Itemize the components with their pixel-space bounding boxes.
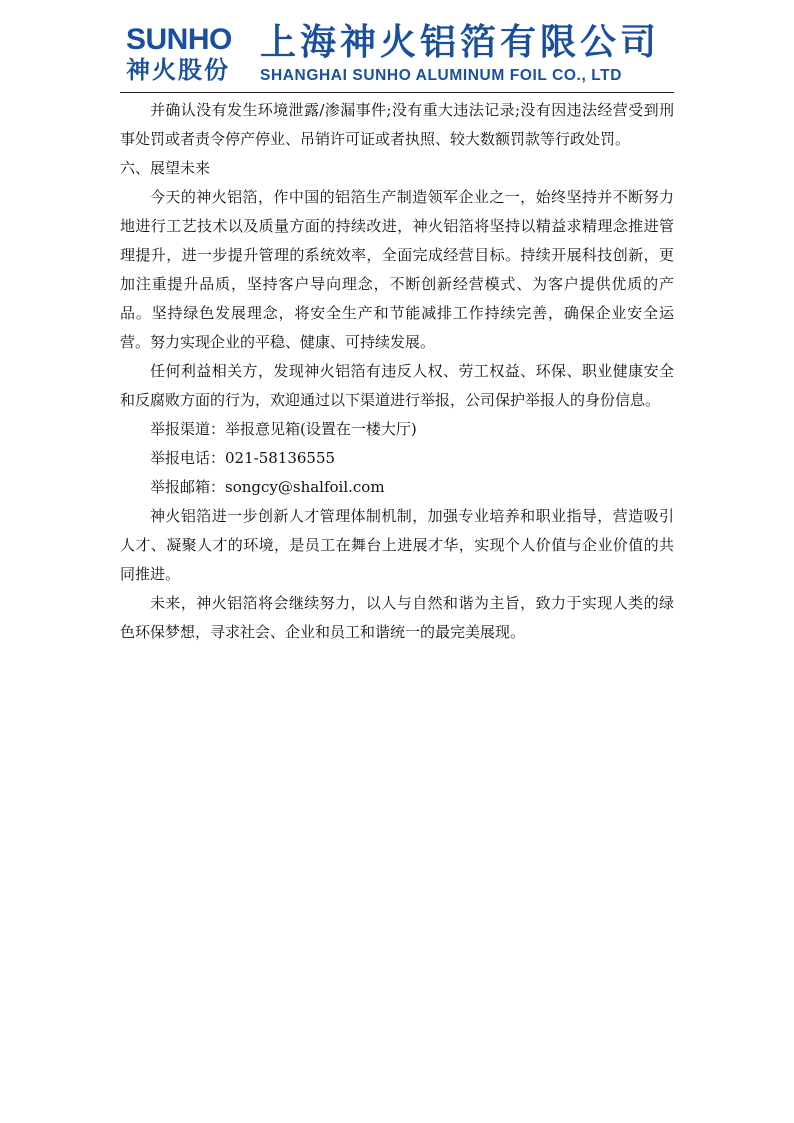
- logo-english: SUNHO: [126, 23, 232, 56]
- paragraph-compliance: 并确认没有发生环境泄露/渗漏事件;没有重大违法记录;没有因违法经营受到刑事处罚或者责令停产停业、吊销许可证或者执照、较大数额罚款等行政处罚。: [120, 101, 674, 148]
- logo-chinese: 神火股份: [126, 56, 230, 84]
- page-header: [120, 22, 674, 92]
- paragraph-talent: 神火铝箔进一步创新人才管理体制机制，加强专业培养和职业指导，营造吸引人才、凝聚人才的环境，是员工在舞台上进展才华，实现个人价值与企业价值的共同推进。: [120, 507, 674, 583]
- paragraph-future: 未来，神火铝箔将会继续努力，以人与自然和谐为主旨，致力于实现人类的绿色环保梦想，寻求社会、企业和员工和谐统一的最完美展现。: [120, 594, 674, 641]
- company-name-english: SHANGHAI SUNHO ALUMINUM FOIL CO., LTD: [260, 67, 623, 84]
- company-name-chinese: 上海神火铝箔有限公司: [260, 22, 661, 63]
- report-channel: 举报渠道：举报意见箱(设置在一楼大厅): [150, 420, 417, 438]
- section-heading: 六、展望未来: [120, 159, 211, 177]
- paragraph-outlook: 今天的神火铝箔，作中国的铝箔生产制造领军企业之一，始终坚持并不断努力地进行工艺技术以及质量方面的持续改进，神火铝箔将坚持以精益求精理念推进管理提升，进一步提升管理的系统效率，全面完成经营目标。持续开展科技创新，更加注重提升品质，坚持客户导向理念，不断创新经营模式、为客户提供优质的产品。坚持绿色发展理念，将安全生产和节能减排工作持续完善，确保企业安全运营。努力实现企业的平稳、健康、可持续发展。: [120, 188, 674, 351]
- company-name-block: [260, 24, 674, 86]
- paragraph-reporting: 任何利益相关方，发现神火铝箔有违反人权、劳工权益、环保、职业健康安全和反腐败方面的行为，欢迎通过以下渠道进行举报，公司保护举报人的身份信息。: [120, 362, 674, 409]
- report-phone: 举报电话：021-58136555: [150, 449, 336, 467]
- header-divider: [120, 92, 674, 93]
- company-logo: [126, 24, 246, 84]
- report-email: 举报邮箱：songcy@shalfoil.com: [150, 478, 385, 496]
- document-body: [120, 96, 674, 647]
